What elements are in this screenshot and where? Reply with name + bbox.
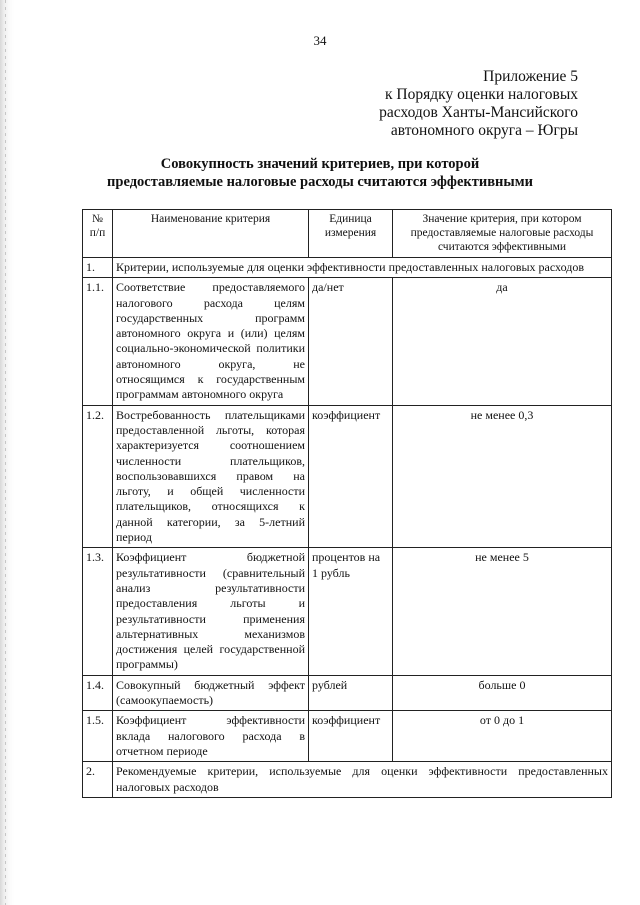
header-unit: Единица измерения [309, 210, 393, 258]
header-value: Значение критерия, при котором предоставляемые налоговые расходы считаются эффективными [393, 210, 612, 258]
section-num: 2. [83, 762, 113, 798]
table-row [83, 278, 612, 405]
header-name: Наименование критерия [113, 210, 309, 258]
header-num: № п/п [83, 210, 113, 258]
row-num: 1.4. [83, 675, 113, 711]
section-num: 1. [83, 258, 113, 278]
criteria-table [82, 209, 612, 798]
table-row [83, 711, 612, 762]
table-row [83, 675, 612, 711]
row-name: Коэффициент эффективности вклада налогового расхода в отчетном периоде [113, 711, 309, 762]
section-row-2 [83, 762, 612, 798]
row-name: Соответствие предоставляемого налогового расхода целям государственных программ автономного округа и (или) целям социально-экономической политики автономного округа, не относящимся к государственным программам автономного округа [113, 278, 309, 405]
row-name: Совокупный бюджетный эффект (самоокупаемость) [113, 675, 309, 711]
row-num: 1.3. [83, 548, 113, 675]
row-value: от 0 до 1 [393, 711, 612, 762]
page-number: 34 [313, 33, 327, 48]
document-title [0, 155, 640, 191]
row-value: да [393, 278, 612, 405]
table-row [83, 548, 612, 675]
row-num: 1.1. [83, 278, 113, 405]
section-text: Рекомендуемые критерии, используемые для оценки эффективности предоставленных налоговых расходов [113, 762, 612, 798]
appendix-line-1: Приложение 5 [483, 68, 578, 85]
table-row [83, 405, 612, 548]
title-line-1: Совокупность значений критериев, при которой [160, 156, 480, 172]
row-name: Коэффициент бюджетной результативности (сравнительный анализ результативности предоставления льготы и результативности применения альтернативных механизмов достижения целей государственной программы) [113, 548, 309, 675]
appendix-line-3: расходов Ханты-Мансийского [379, 104, 578, 121]
row-value: больше 0 [393, 675, 612, 711]
row-unit: да/нет [309, 278, 393, 405]
scan-edge-shadow [0, 0, 14, 905]
title-line-2: предоставляемые налоговые расходы считаются эффективными [107, 174, 533, 190]
table-header-row [83, 210, 612, 258]
row-unit: рублей [309, 675, 393, 711]
appendix-line-2: к Порядку оценки налоговых [385, 86, 578, 103]
section-row-1 [83, 258, 612, 278]
row-num: 1.5. [83, 711, 113, 762]
appendix-line-4: автономного округа – Югры [390, 122, 578, 139]
row-value: не менее 0,3 [393, 405, 612, 548]
row-num: 1.2. [83, 405, 113, 548]
row-unit: коэффициент [309, 405, 393, 548]
section-text: Критерии, используемые для оценки эффективности предоставленных налоговых расходов [113, 258, 612, 278]
row-unit: коэффициент [309, 711, 393, 762]
row-unit: процентов на 1 рубль [309, 548, 393, 675]
appendix-block [379, 68, 578, 140]
row-value: не менее 5 [393, 548, 612, 675]
row-name: Востребованность плательщиками предоставленной льготы, которая характеризуется соотношением численности плательщиков, воспользовавшихся правом на льготу, и общей численности плательщиков, относящихся к данной категории, за 5-летний период [113, 405, 309, 548]
